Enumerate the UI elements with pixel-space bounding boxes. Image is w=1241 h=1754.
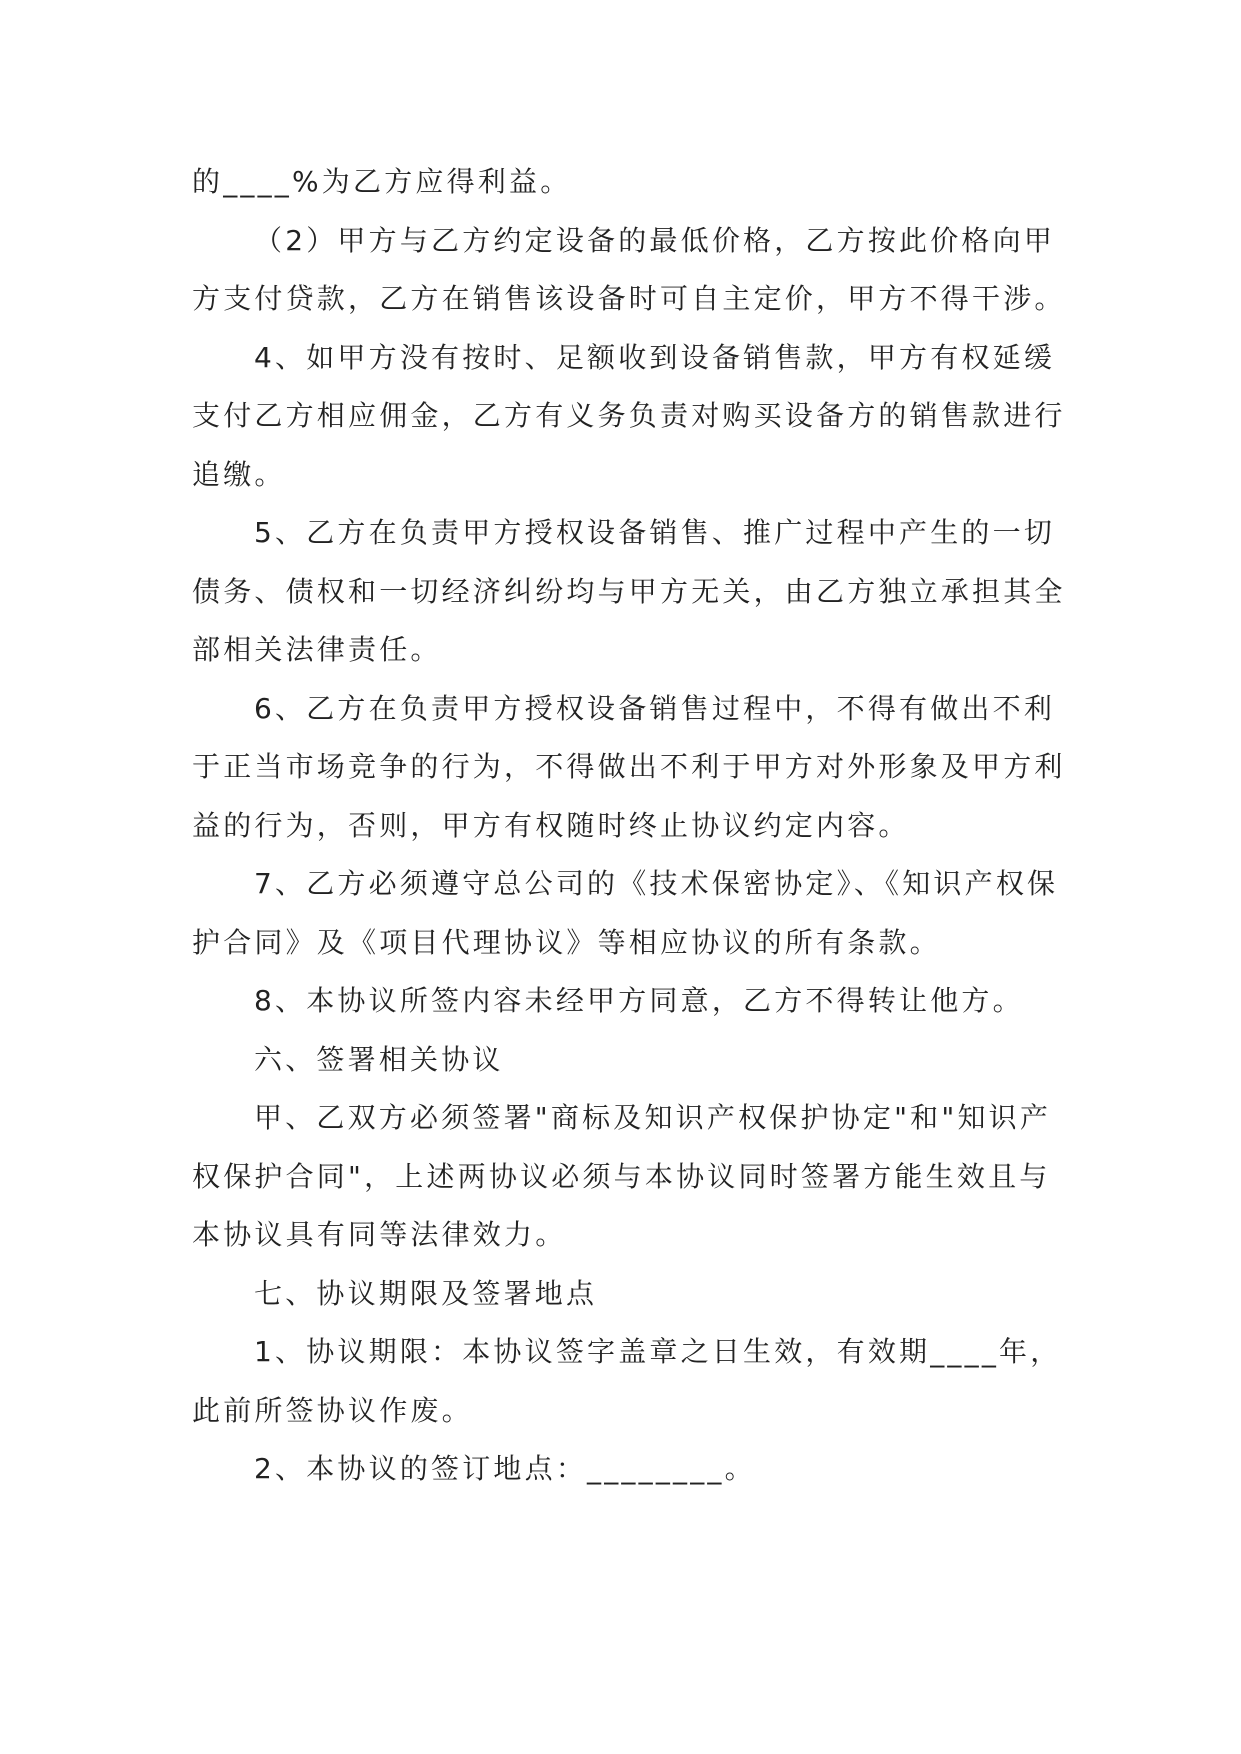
- paragraph-minimum-price: （2）甲方与乙方约定设备的最低价格，乙方按此价格向甲方支付贷款，乙方在销售该设备时可自主定价，甲方不得干涉。: [192, 223, 1066, 315]
- paragraph-clause-5: 5、乙方在负责甲方授权设备销售、推广过程中产生的一切债务、债权和一切经济纠纷均与甲方无关，由乙方独立承担其全部相关法律责任。: [192, 516, 1066, 666]
- section-heading-sign-agreements: 六、签署相关协议: [254, 1042, 504, 1076]
- document-body: [192, 153, 1072, 1499]
- paragraph-term: 1、协议期限：本协议签字盖章之日生效，有效期____年，此前所签协议作废。: [192, 1335, 1062, 1427]
- paragraph-profit-share: 的____%为乙方应得利益。: [192, 165, 572, 198]
- section-heading-term-location: 七、协议期限及签署地点: [254, 1276, 598, 1310]
- paragraph-sign-agreements: 甲、乙双方必须签署"商标及知识产权保护协定"和"知识产权保护合同"，上述两协议必须与本协议同时签署方能生效且与本协议具有同等法律效力。: [192, 1101, 1052, 1251]
- paragraph-clause-7: 7、乙方必须遵守总公司的《技术保密协定》、《知识产权保护合同》及《项目代理协议》等相应协议的所有条款。: [192, 867, 1059, 959]
- paragraph-clause-4: 4、如甲方没有按时、足额收到设备销售款，甲方有权延缓支付乙方相应佣金，乙方有义务负责对购买设备方的销售款进行追缴。: [192, 340, 1066, 491]
- paragraph-location: 2、本协议的签订地点：________。: [254, 1452, 756, 1485]
- paragraph-clause-8: 8、本协议所签内容未经甲方同意，乙方不得转让他方。: [254, 984, 1024, 1017]
- paragraph-clause-6: 6、乙方在负责甲方授权设备销售过程中，不得有做出不利于正当市场竞争的行为，不得做出不利于甲方对外形象及甲方利益的行为，否则，甲方有权随时终止协议约定内容。: [192, 691, 1066, 842]
